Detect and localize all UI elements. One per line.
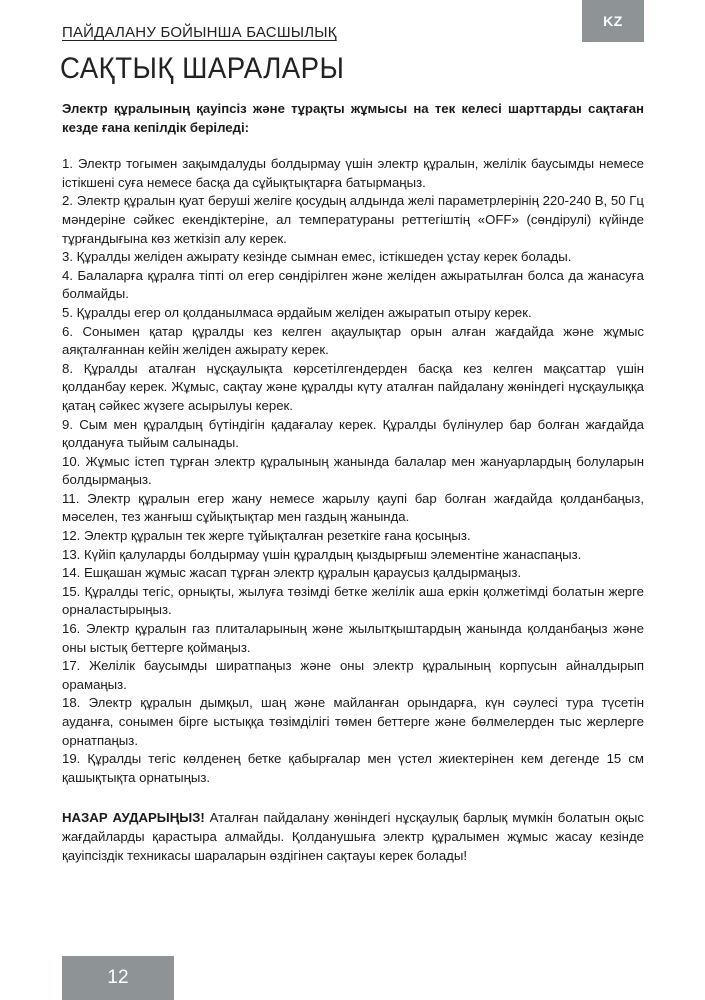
safety-rule: 17. Желілік баусымды ширатпаңыз және оны электр құралының корпусын айналдырып орамаңыз. bbox=[62, 658, 644, 692]
page-number: 12 bbox=[62, 956, 174, 1000]
safety-rules-list bbox=[62, 155, 644, 787]
safety-rule: 9. Сым мен құралдың бүтіндігін қадағалау керек. Құралды бүлінулер бар болған жағдайда қолдануға тыйым салынады. bbox=[62, 416, 644, 451]
safety-rule: 15. Құралды тегіс, орнықты, жылуға төзімді бетке желілік аша еркін қолжетімді болатын жерге орналастырыңыз. bbox=[62, 583, 644, 618]
safety-rule: 19. Құралды тегіс көлденең бетке қабырғалар мен үстел жиектерінен кем дегенде 15 см қашықтықта орнатыңыз. bbox=[62, 751, 644, 785]
safety-rule: 3. Құралды желіден ажырату кезінде сымнан емес, істікшеден ұстау керек болады. bbox=[62, 249, 572, 265]
safety-rule: 4. Балаларға құралға тіпті ол егер сөндірілген және желіден ажыратылған болса да жанасуға болмайды. bbox=[62, 267, 644, 302]
safety-rule: 8. Құралды аталған нұсқаулықта көрсетілгендерден басқа кез келген мақсаттар үшін қолданбау керек. Жұмыс, сақтау және құралды күту аталған пайдалану жөніндегі нұсқаулыққа қатаң сәйкес жүзеге асырылуы керек. bbox=[62, 360, 644, 413]
safety-rule: 18. Электр құралын дымқыл, шаң және майланған орындарға, күн сәулесі тура түсетін ауданға, сонымен бірге ыстыққа төзімділігі төмен беттерге және бөлмелерден тыс жерлерге орнатпаңыз. bbox=[62, 695, 644, 748]
safety-rule: 5. Құралды егер ол қолданылмаса әрдайым желіден ажыратып отыру керек. bbox=[62, 304, 532, 320]
safety-rule: 6. Сонымен қатар құралды кез келген ақаулықтар орын алған жағдайда және жұмыс аяқталғаннан кейін желіден ажырату керек. bbox=[62, 323, 644, 358]
safety-rule: 11. Электр құралын егер жану немесе жарылу қаупі бар болған жағдайда қолданбаңыз, мәселен, тез жанғыш сұйықтықтар мен газдың жанында. bbox=[62, 490, 644, 525]
warning-text: Аталған пайдалану жөніндегі нұсқаулық барлық мүмкін болатын оқыс жағдайларды қарастыра алмайды. Қолданушыға электр құралымен жұмыс жасау кезінде қауіпсіздік техникасы шараларын өздігінен сақтауы керек болады! bbox=[62, 810, 644, 863]
safety-rule: 16. Электр құралын газ плиталарының және жылытқыштардың жанында қолданбаңыз және оны ыстық беттерге қоймаңыз. bbox=[62, 621, 644, 655]
safety-rule: 2. Электр құралын қуат беруші желіге қосудың алдында желі параметрлерінің 220-240 В, 50 Гц мәндеріне сәйкес екендіктеріне, ал температураны реттегіштің «OFF» (сөндірулі) күйінде тұрғандығына көз жеткізіп алу керек. bbox=[62, 193, 644, 246]
warning-paragraph bbox=[62, 809, 644, 865]
safety-rule: 10. Жұмыс істеп тұрған электр құралының жанында балалар мен жануарлардың болуларын болдырмаңыз. bbox=[62, 453, 644, 488]
safety-rule: 13. Күйіп қалуларды болдырмау үшін құралдың қыздырғыш элементіне жанаспаңыз. bbox=[62, 546, 582, 562]
intro-paragraph: Электр құралының қауіпсіз және тұрақты жұмысы на тек келесі шарттарды сақтаған кезде ғана кепілдік беріледі: bbox=[62, 101, 644, 135]
safety-rule: 12. Электр құралын тек жерге тұйықталған резеткіге ғана қосыңыз. bbox=[62, 528, 471, 544]
safety-rule: 14. Ешқашан жұмыс жасап тұрған электр құралын қараусыз қалдырмаңыз. bbox=[62, 565, 522, 581]
language-tab: KZ bbox=[582, 0, 644, 42]
content-body bbox=[62, 100, 644, 878]
header-title: ПАЙДАЛАНУ БОЙЫНША БАСШЫЛЫҚ bbox=[62, 24, 337, 41]
warning-label: НАЗАР АУДАРЫҢЫЗ! bbox=[62, 810, 205, 826]
page-title: САҚТЫҚ ШАРАЛАРЫ bbox=[60, 52, 345, 85]
safety-rule: 1. Электр тогымен зақымдалуды болдырмау үшін электр құралын, желілік баусымды немесе істікшені суға немесе басқа да сұйықтықтарға батырмаңыз. bbox=[62, 156, 644, 190]
